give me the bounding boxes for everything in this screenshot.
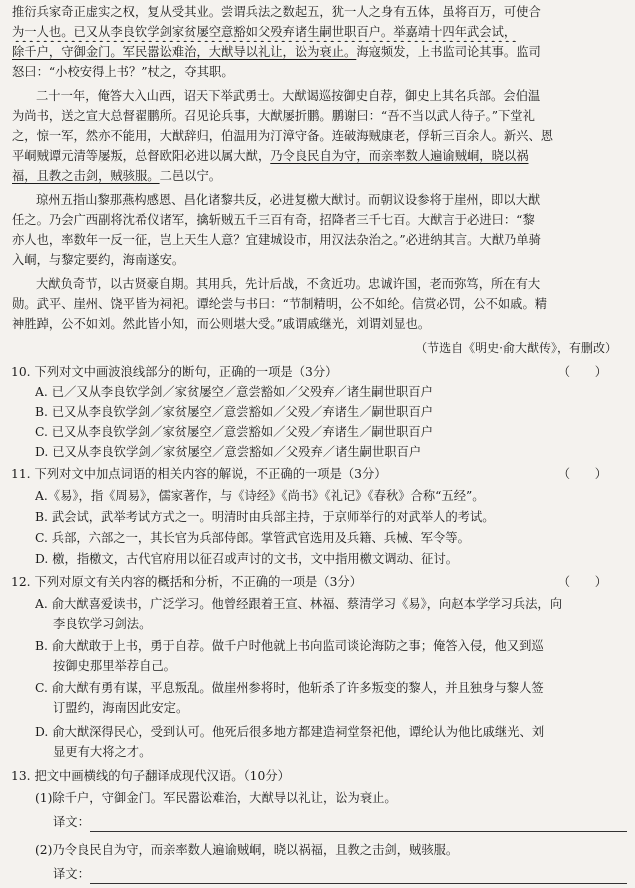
question-12-stem: 12. 下列对原文有关内容的概括和分析，不正确的一项是（3分） （ ） bbox=[11, 572, 627, 592]
passage-line-6: 为尚书，送之宣大总督翟鹏所。召见论兵事，大猷屡折鹏。鹏谢曰：“吾不当以武人待子。”下堂礼 bbox=[12, 109, 535, 123]
question-10-stem: 10. 下列对文中画波浪线部分的断句，正确的一项是（3分） （ ） bbox=[11, 362, 627, 382]
q12-option-b-wrap: 按御史那里举荐自己。 bbox=[53, 659, 176, 673]
answer-line[interactable] bbox=[90, 817, 627, 832]
passage-line-15: 勋。武平、崖州、饶平皆为祠祀。谭纶尝与书曰：“节制精明，公不如纶。信赏必罚，公不如戚。精 bbox=[12, 297, 548, 311]
q10-option-a[interactable]: A. 已／又从李良钦学剑／家贫屡空／意尝豁如／父殁弃／诸生嗣世职百户 bbox=[35, 385, 433, 399]
passage-line-1: 推衍兵家奇正虚实之权，复从受其业。尝谓兵法之数起五，犹一人之身有五体，虽将百万，可使合 bbox=[12, 5, 541, 19]
passage-line-8: 平峒贼谭元清等屡叛，总督欧阳必进以属大猷，乃令良民自为守，而亲率数人遍谕贼峒，晓以祸 bbox=[12, 149, 529, 163]
q10-option-b[interactable]: B. 已又从李良钦学剑／家贫屡空／意尝豁如／父殁／弃诸生／嗣世职百户 bbox=[35, 405, 434, 419]
passage-line-5: 二十一年，俺答大入山西，诏天下举武勇士。大猷谒巡按御史自荐，御史上其名兵部。会伯温 bbox=[36, 89, 541, 103]
q13-item-1: (1)除千户，守御金门。军民嚣讼难治，大猷导以礼让，讼为衰止。 bbox=[35, 791, 397, 805]
q11-option-c[interactable]: C. 兵部，六部之一，其长官为兵部侍郎。掌管武官选用及兵籍、兵械、军令等。 bbox=[35, 531, 470, 545]
q13-translation-2[interactable]: 译文： bbox=[53, 864, 627, 884]
passage-line-13: 入峒，与黎定要约，海南遂安。 bbox=[12, 253, 185, 267]
question-13-stem: 13. 把文中画横线的句子翻译成现代汉语。（10分） bbox=[11, 769, 290, 783]
answer-paren[interactable]: （ ） bbox=[557, 575, 607, 589]
source-citation: （节选自《明史·俞大猷传》，有删改） bbox=[415, 341, 617, 355]
q10-option-c[interactable]: C. 已又从李良钦学剑／家贫屡空／意尝豁如／父殁／弃诸生／嗣世职百户 bbox=[35, 425, 433, 439]
passage-line-16: 神胜踔，公不如刘。然此皆小知，而公则堪大受。”戚谓戚继光，刘谓刘显也。 bbox=[12, 317, 431, 331]
q13-translation-1[interactable]: 译文： bbox=[53, 812, 627, 832]
answer-paren[interactable]: （ ） bbox=[557, 467, 607, 481]
q12-option-b[interactable]: B. 俞大猷敢于上书，勇于自荐。做千户时他就上书向监司谈论海防之事；俺答入侵，他又到巡 bbox=[35, 639, 544, 653]
q13-item-2: (2)乃令良民自为守，而亲率数人遍谕贼峒，晓以祸福，且教之击剑，贼骇服。 bbox=[35, 843, 459, 857]
passage-line-11: 任之。乃会广西副将沈希仪诸军，擒斩贼五千三百有奇，招降者三千七百。大猷言于必进曰：“黎 bbox=[12, 213, 535, 227]
q12-option-a[interactable]: A. 俞大猷喜爱读书，广泛学习。他曾经跟着王宣、林福、蔡清学习《易》，向赵本学学习兵法，向 bbox=[35, 597, 563, 611]
passage-line-9: 福，且教之击剑，贼骇服。二邑以宁。 bbox=[12, 169, 222, 183]
passage-line-12: 亦人也，率数年一反一征，岂上天生人意？宜建城设市，用汉法杂治之。”必进纳其言。大猷乃单骑 bbox=[12, 233, 541, 247]
passage-line-10: 琼州五指山黎那燕构感恩、昌化诸黎共反，必进复檄大猷讨。而朝议设参将于崖州，即以大猷 bbox=[36, 193, 541, 207]
question-11-stem: 11. 下列对文中加点词语的相关内容的解说，不正确的一项是（3分） （ ） bbox=[11, 464, 627, 484]
underlined-sentence-2-start: 乃令良民自为守，而亲率数人遍谕贼峒，晓以祸 bbox=[270, 149, 529, 163]
passage-line-14: 大猷负奇节，以古贤豪自期。其用兵，先计后战，不贪近功。忠诚许国，老而弥笃，所在有大 bbox=[36, 277, 541, 291]
q12-option-c[interactable]: C. 俞大猷有勇有谋，平息叛乱。做崖州参将时，他斩杀了许多叛变的黎人，并且独身与黎人签 bbox=[35, 681, 544, 695]
q12-option-c-wrap: 订盟约，海南因此安定。 bbox=[53, 701, 189, 715]
answer-line[interactable] bbox=[90, 869, 627, 884]
q12-option-d[interactable]: D. 俞大猷深得民心，受到认可。他死后很多地方都建造祠堂祭祀他，谭纶认为他比戚继光、刘 bbox=[35, 725, 545, 739]
q12-option-a-wrap: 李良钦学习剑法。 bbox=[53, 617, 152, 631]
wavy-underlined-text: 为一人也。已又从李良钦学剑家贫屡空意豁如父殁弃诸生嗣世职百户。举嘉靖十四年武会试， bbox=[12, 25, 517, 39]
q10-option-d[interactable]: D. 已又从李良钦学剑／家贫屡空／意尝豁如／父殁弃／诸生嗣世职百户 bbox=[35, 445, 422, 459]
q12-option-d-wrap: 显更有大将之才。 bbox=[53, 745, 152, 759]
passage-line-3: 除千户，守御金门。军民嚣讼难治，大猷导以礼让，讼为衰止。海寇频发，上书监司论其事。监司 bbox=[12, 45, 541, 59]
answer-paren[interactable]: （ ） bbox=[557, 365, 607, 379]
q11-option-d[interactable]: D. 檄，指檄文，古代官府用以征召或声讨的文书，文中指用檄文调动、征讨。 bbox=[35, 552, 459, 566]
passage-line-4: 怒曰：“小校安得上书？”杖之，夺其职。 bbox=[12, 65, 234, 79]
passage-line-2 bbox=[12, 22, 627, 42]
underlined-sentence-2-end: 福，且教之击剑，贼骇服。 bbox=[12, 169, 160, 183]
q11-option-a[interactable]: A.《易》，指《周易》，儒家著作，与《诗经》《尚书》《礼记》《春秋》合称“五经”。 bbox=[35, 489, 485, 503]
passage-line-7: 之，惊一军，然亦不能用，大猷辞归，伯温用为汀漳守备。连破海贼康老，俘斩三百余人。新兴、恩 bbox=[12, 129, 554, 143]
q11-option-b[interactable]: B. 武会试，武举考试方式之一。明清时由兵部主持，于京师举行的对武举人的考试。 bbox=[35, 510, 495, 524]
underlined-sentence-1: 除千户，守御金门。军民嚣讼难治，大猷导以礼让，讼为衰止。 bbox=[12, 45, 357, 59]
